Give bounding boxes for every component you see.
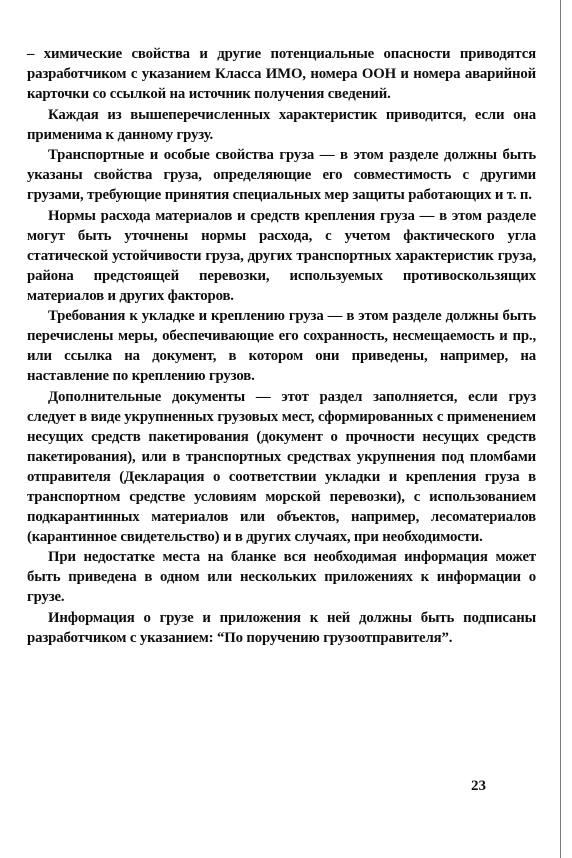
paragraph-attachments: При недостатке места на бланке вся необходимая информация может быть приведена в одном или нескольких приложениях к информации о грузе. (27, 549, 536, 605)
paragraph-additional-documents: Дополнительные документы — этот раздел заполняется, если груз следует в виде укрупненных грузовых мест, сформированных с применением несущих средств пакетирования (документ о прочности несущих средств пакетирования), или в транспортных средствах укрупнения под пломбами отправителя (Декларация о соответствии укладки и крепления груза в транспортном средстве условиям морской перевозки), с использованием подкарантинных материалов или объектов, например, лесоматериалов (карантинное свидетельство) и в других случаях, при необходимости. (27, 388, 536, 545)
body-text (27, 44, 536, 648)
paragraph-signature: Информация о грузе и приложения к ней должны быть подписаны разработчиком с указанием: “По поручению грузоотправителя”. (27, 609, 536, 646)
paragraph-applicability: Каждая из вышеперечисленных характеристик приводится, если она применима к данному грузу. (27, 106, 536, 143)
page-edge-line (560, 0, 561, 858)
paragraph-stowage-requirements: Требования к укладке и креплению груза — в этом разделе должны быть перечислены меры, обеспечивающие его сохранность, несмещаемость и пр., или ссылка на документ, в котором они приведены, например, на наставление по креплению грузов. (27, 308, 536, 384)
paragraph-hazard-properties: – химические свойства и другие потенциальные опасности приводятся разработчиком с указанием Класса ИМО, номера ООН и номера аварийной карточки со ссылкой на источник получения сведений. (27, 46, 536, 102)
paragraph-securing-norms: Нормы расхода материалов и средств крепления груза — в этом разделе могут быть уточнены нормы расхода, с учетом фактического угла статической устойчивости груза, других транспортных характеристик груза, района предстоящей перевозки, используемых противоскользящих материалов и других факторов. (27, 207, 536, 304)
paragraph-transport-properties: Транспортные и особые свойства груза — в этом разделе должны быть указаны свойства груза, определяющие его совместимость с другими грузами, требующие принятия специальных мер защиты работающих и т. п. (27, 147, 536, 203)
page-number: 23 (471, 778, 486, 794)
